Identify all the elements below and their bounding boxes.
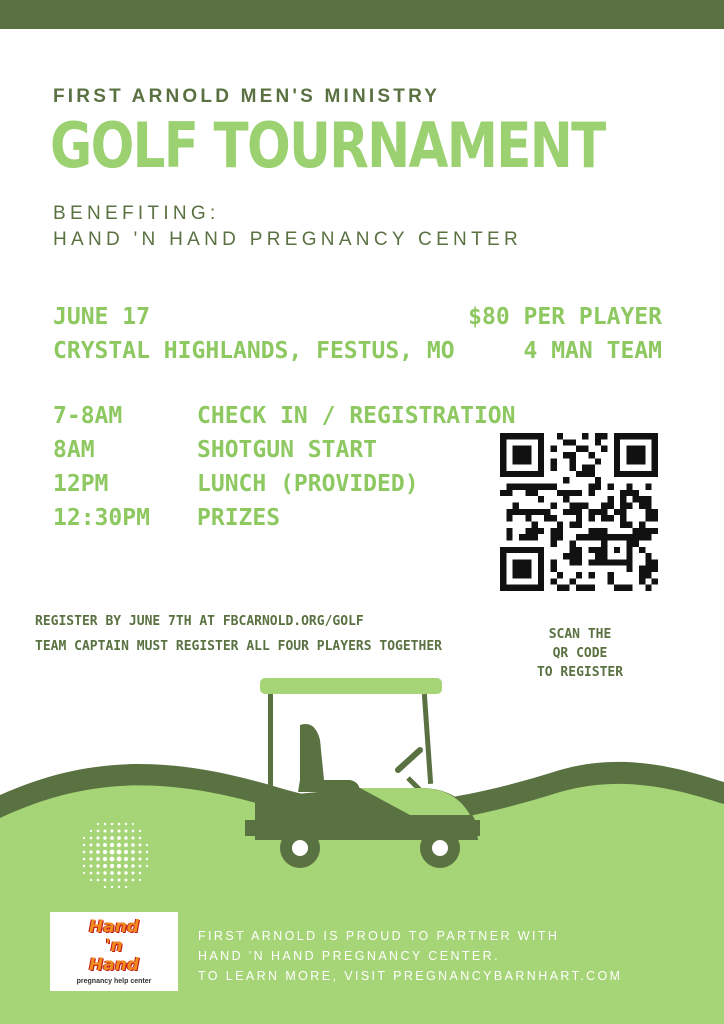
scan-line: QR CODE: [552, 646, 608, 661]
schedule-time: 7-8AM: [53, 403, 123, 429]
event-team-size: 4 MAN TEAM: [523, 338, 662, 364]
logo-subtitle: pregnancy help center: [76, 978, 152, 985]
footer-line: HAND 'N HAND PREGNANCY CENTER.: [198, 949, 500, 963]
logo-line: Hand: [89, 955, 139, 975]
benefiting-label: BENEFITING:: [53, 203, 220, 224]
schedule-event: PRIZES: [197, 505, 281, 531]
scan-line: SCAN THE: [548, 627, 612, 642]
logo-line: Hand: [89, 917, 139, 937]
beneficiary-name: HAND 'N HAND PREGNANCY CENTER: [53, 229, 522, 250]
scan-line: TO REGISTER: [536, 665, 624, 680]
schedule-event: CHECK IN / REGISTRATION: [197, 403, 516, 429]
logo-line: 'n: [105, 936, 123, 956]
ministry-name: FIRST ARNOLD MEN'S MINISTRY: [53, 86, 441, 107]
event-price: $80 PER PLAYER: [468, 304, 662, 330]
logo-wordmark: [50, 918, 178, 975]
event-date: JUNE 17: [53, 304, 150, 330]
beneficiary-block: [53, 201, 522, 253]
schedule-time: 12:30PM: [53, 505, 150, 531]
event-location: CRYSTAL HIGHLANDS, FESTUS, MO: [53, 338, 455, 364]
captain-note: TEAM CAPTAIN MUST REGISTER ALL FOUR PLAYERS TOGETHER: [35, 639, 442, 654]
hand-n-hand-logo: [50, 912, 178, 991]
event-title: GOLF TOURNAMENT: [50, 109, 605, 182]
footer-message: [198, 926, 622, 986]
schedule-event: LUNCH (PROVIDED): [197, 471, 419, 497]
registration-deadline: REGISTER BY JUNE 7TH AT FBCARNOLD.ORG/GOLF: [35, 614, 364, 629]
schedule-time: 12PM: [53, 471, 109, 497]
golf-cart-icon: [245, 678, 480, 868]
footer-line: FIRST ARNOLD IS PROUD TO PARTNER WITH: [198, 929, 560, 943]
footer-line: TO LEARN MORE, VISIT PREGNANCYBARNHART.COM: [198, 969, 623, 983]
qr-code-icon[interactable]: [500, 433, 658, 591]
top-bar: [0, 0, 724, 29]
schedule-time: 8AM: [53, 437, 95, 463]
schedule-event: SHOTGUN START: [197, 437, 378, 463]
